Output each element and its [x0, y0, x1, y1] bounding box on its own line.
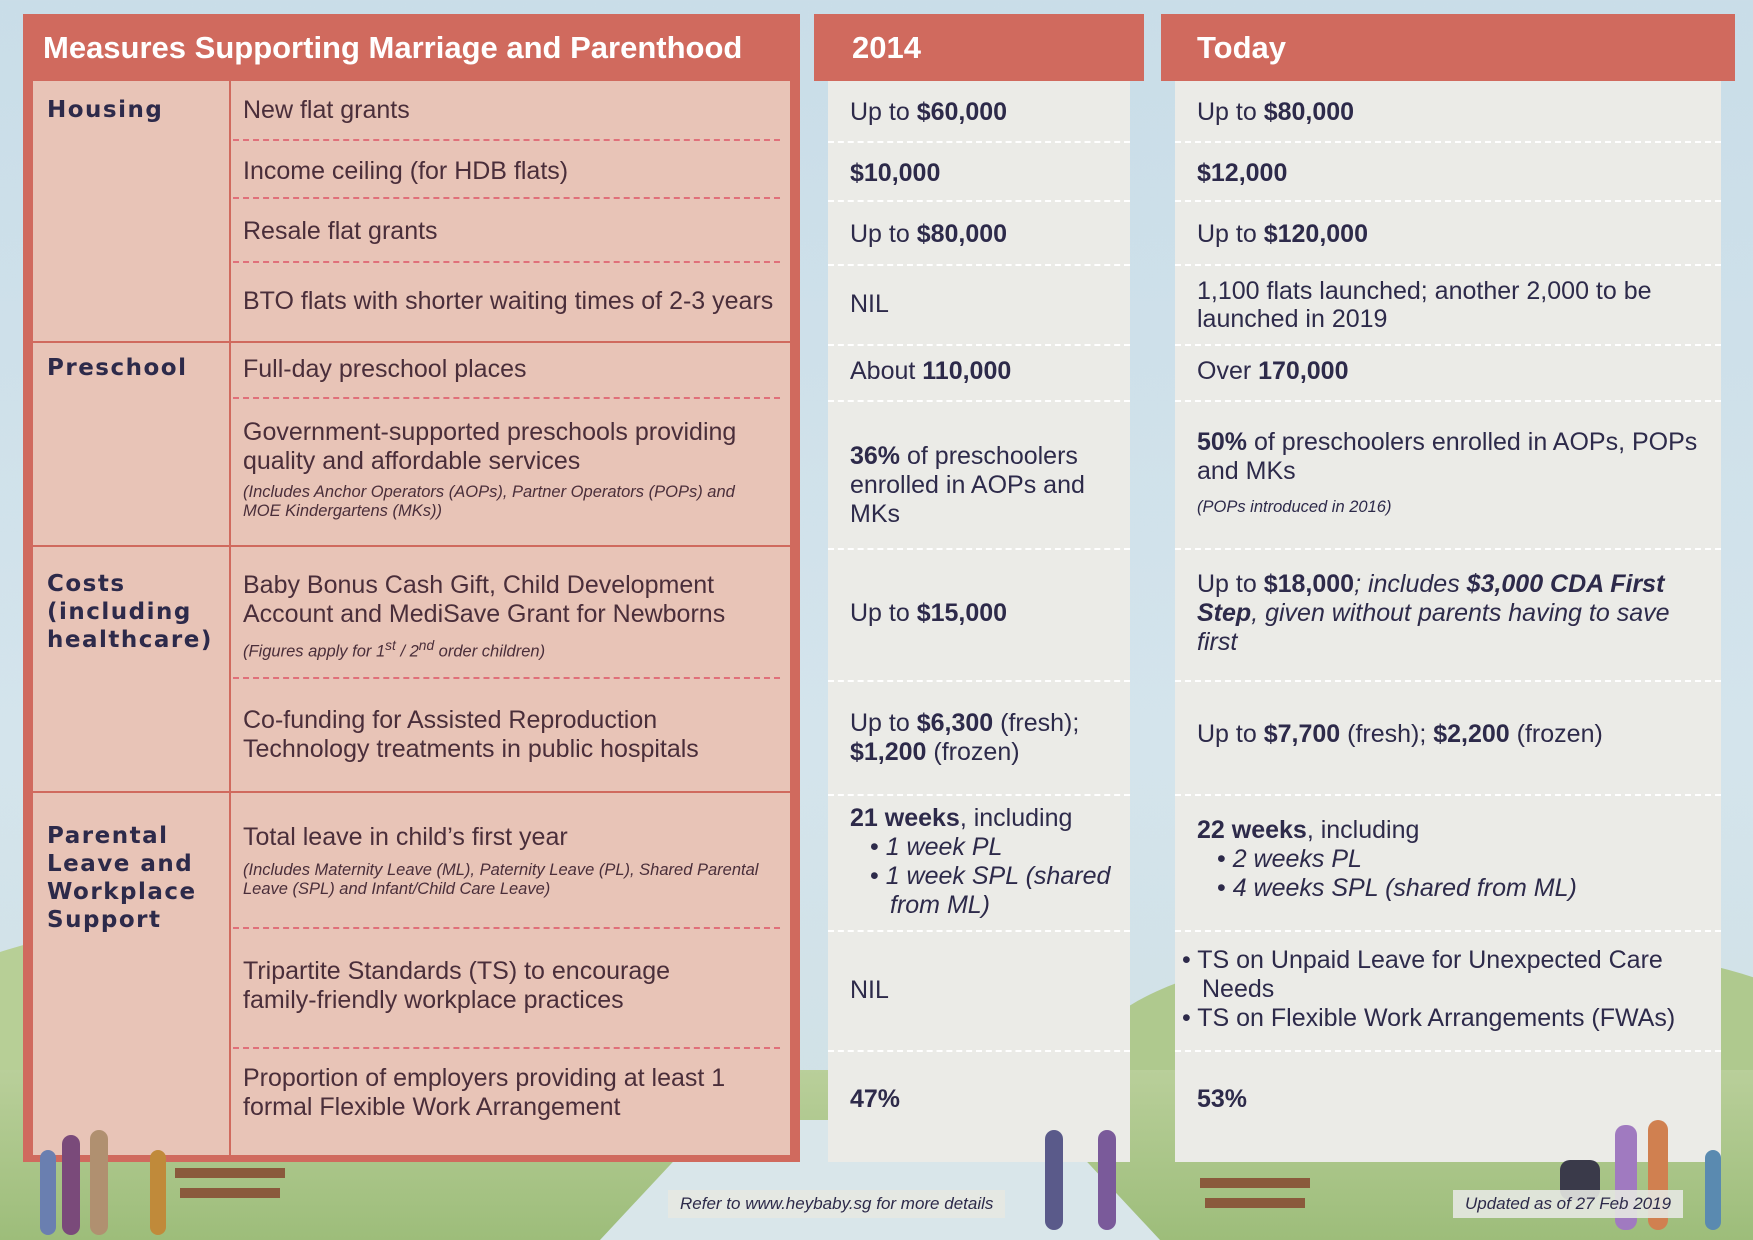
- value-today-preschool-places: [1197, 357, 1717, 386]
- value-text: About: [850, 357, 923, 385]
- value-2014-government-preschools: [850, 442, 1110, 529]
- row-divider: [828, 1050, 1130, 1052]
- value-bold: $3,000 CDA First Step: [1197, 570, 1665, 627]
- person-illustration: [1705, 1150, 1721, 1230]
- row-divider: [1175, 264, 1721, 266]
- value-bold: 170,000: [1258, 357, 1349, 385]
- list-item: • 4 weeks SPL (shared from ML): [1237, 874, 1717, 903]
- person-illustration: [1098, 1130, 1116, 1230]
- value-2014-income-ceiling: [850, 159, 1140, 188]
- value-bold: $1,200: [850, 738, 927, 766]
- value-text: ; includes: [1354, 570, 1467, 598]
- row-divider: [1175, 680, 1721, 682]
- value-text: Over: [1197, 357, 1259, 385]
- row-divider: [828, 680, 1130, 682]
- value-text: (frozen): [1509, 720, 1603, 748]
- value-bold: $80,000: [916, 220, 1008, 248]
- header-2014: 2014: [852, 30, 921, 65]
- row-divider: [828, 548, 1130, 550]
- value-today-art-cofunding: [1197, 720, 1717, 749]
- row-divider: [233, 927, 780, 929]
- value-text: , including: [959, 804, 1073, 832]
- value-bold: $80,000: [1263, 98, 1355, 126]
- list-item: • 1 week PL: [890, 833, 1140, 862]
- value-today-income-ceiling: [1197, 159, 1717, 188]
- value-bold: 47%: [850, 1085, 901, 1113]
- header-today: Today: [1197, 30, 1286, 65]
- bench-illustration: [180, 1188, 280, 1198]
- row-divider: [233, 1047, 780, 1049]
- value-bold: $10,000: [850, 159, 941, 187]
- measure-resale-flat-grants: Resale flat grants: [243, 217, 438, 245]
- value-text: Up to: [850, 709, 917, 737]
- row-divider: [1175, 141, 1721, 143]
- value-text: Up to: [1197, 720, 1264, 748]
- measure-note: (Includes Maternity Leave (ML), Paternity Leave (PL), Shared Parental Leave (SPL) and Infant/Child Care Leave): [243, 861, 759, 898]
- person-illustration: [150, 1150, 166, 1235]
- value-today-baby-bonus: [1197, 570, 1697, 657]
- section-divider: [33, 545, 790, 547]
- row-divider: [1175, 548, 1721, 550]
- value-2014-fwa-proportion: [850, 1085, 1140, 1114]
- row-divider: [1175, 794, 1721, 796]
- value-2014-resale-flat-grants: [850, 220, 1140, 249]
- measure-baby-bonus: [243, 571, 763, 662]
- person-illustration: [62, 1135, 80, 1235]
- section-divider: [33, 341, 790, 343]
- row-divider: [828, 264, 1130, 266]
- measure-total-leave: [243, 823, 763, 899]
- value-today-fwa-proportion: [1197, 1085, 1717, 1114]
- measure-note: (Includes Anchor Operators (AOPs), Partner Operators (POPs) and MOE Kindergartens (MKs)): [243, 483, 735, 520]
- value-bold: 21 weeks: [850, 804, 960, 832]
- value-text: (fresh);: [993, 709, 1080, 737]
- value-bold: $2,200: [1433, 720, 1510, 748]
- section-divider: [33, 791, 790, 793]
- value-text: of preschoolers enrolled in AOPs, POPs and MKs: [1197, 428, 1698, 485]
- value-2014-total-leave: [850, 804, 1140, 920]
- measure-bto-flats: BTO flats with shorter waiting times of 2-3 years: [243, 287, 774, 315]
- footer-refer-note: Refer to www.heybaby.sg for more details: [668, 1190, 1005, 1218]
- row-divider: [1175, 930, 1721, 932]
- value-today-resale-flat-grants: [1197, 220, 1717, 249]
- row-divider: [828, 200, 1130, 202]
- measure-government-preschools: [243, 418, 743, 521]
- bench-illustration: [1205, 1198, 1305, 1208]
- value-bold: $7,700: [1263, 720, 1341, 748]
- row-divider: [1175, 200, 1721, 202]
- list-item-text: TS on Flexible Work Arrangements (FWAs): [1197, 1004, 1676, 1032]
- note-text: / 2: [395, 642, 419, 661]
- row-divider: [233, 261, 780, 263]
- list-item: • 1 week SPL (shared from ML): [890, 862, 1140, 920]
- list-item-text: TS on Unpaid Leave for Unexpected Care Needs: [1197, 946, 1663, 1003]
- measure-new-flat-grants: New flat grants: [243, 96, 410, 124]
- value-text: (fresh);: [1340, 720, 1434, 748]
- category-parental-leave: Parental Leave and Workplace Support: [47, 823, 197, 933]
- value-bold: 110,000: [922, 357, 1012, 385]
- note-sup: st: [385, 638, 396, 653]
- measure-note: [243, 636, 763, 662]
- category-housing: Housing: [47, 97, 164, 123]
- row-divider: [233, 397, 780, 399]
- note-text: (Figures apply for 1: [243, 642, 386, 661]
- ts-list-today: [1182, 946, 1712, 1033]
- leave-list-2014: [850, 833, 1140, 920]
- value-2014-baby-bonus: [850, 599, 1140, 628]
- measure-preschool-places: Full-day preschool places: [243, 355, 527, 383]
- row-divider: [828, 141, 1130, 143]
- row-divider: [828, 794, 1130, 796]
- row-divider: [1175, 1050, 1721, 1052]
- value-today-total-leave: [1197, 816, 1717, 903]
- leave-list-today: [1197, 845, 1717, 903]
- bench-illustration: [175, 1168, 285, 1178]
- row-divider: [1175, 400, 1721, 402]
- value-2014-preschool-places: [850, 357, 1140, 386]
- value-bold: 36%: [850, 442, 901, 470]
- person-illustration: [1045, 1130, 1063, 1230]
- measure-tripartite-standards: Tripartite Standards (TS) to encourage family-friendly workplace practices: [243, 957, 671, 1014]
- category-costs: Costs (including healthcare): [47, 571, 213, 653]
- value-2014-tripartite-standards: NIL: [850, 976, 889, 1004]
- list-item: • TS on Flexible Work Arrangements (FWAs): [1182, 1004, 1676, 1032]
- row-divider: [233, 677, 780, 679]
- measure-text: Government-supported preschools providing quality and affordable services: [243, 418, 737, 475]
- person-illustration: [90, 1130, 108, 1235]
- row-divider: [1175, 344, 1721, 346]
- category-divider: [229, 81, 231, 1155]
- value-bold: $60,000: [916, 98, 1008, 126]
- value-bold: $18,000: [1263, 570, 1355, 598]
- value-2014-new-flat-grants: [850, 98, 1140, 127]
- row-divider: [233, 139, 780, 141]
- value-text: Up to: [1197, 570, 1264, 598]
- value-today-government-preschools: [1197, 428, 1717, 517]
- row-divider: [233, 197, 780, 199]
- measure-art-cofunding: Co-funding for Assisted Reproduction Technology treatments in public hospitals: [243, 706, 699, 763]
- measure-text: Baby Bonus Cash Gift, Child Development Account and MediSave Grant for Newborns: [243, 571, 726, 628]
- measure-income-ceiling: Income ceiling (for HDB flats): [243, 157, 569, 185]
- row-divider: [828, 344, 1130, 346]
- row-divider: [828, 930, 1130, 932]
- measure-fwa-proportion: Proportion of employers providing at least 1 formal Flexible Work Arrangement: [243, 1064, 726, 1121]
- value-text: of preschoolers enrolled in AOPs and MKs: [850, 442, 1085, 528]
- person-illustration: [40, 1150, 56, 1235]
- value-text: , given without parents having to save first: [1197, 599, 1670, 656]
- value-bold: $15,000: [916, 599, 1008, 627]
- value-bold: $6,300: [916, 709, 994, 737]
- value-today-bto-flats: 1,100 flats launched; another 2,000 to be launched in 2019: [1197, 277, 1652, 333]
- row-divider: [828, 400, 1130, 402]
- value-text: Up to: [850, 220, 917, 248]
- measures-header-title: Measures Supporting Marriage and Parenthood: [43, 30, 743, 65]
- value-bold: 50%: [1197, 428, 1248, 456]
- value-today-new-flat-grants: [1197, 98, 1717, 127]
- list-item: • TS on Unpaid Leave for Unexpected Care Needs: [1182, 946, 1663, 1003]
- value-bold: $120,000: [1263, 220, 1368, 248]
- bench-illustration: [1200, 1178, 1310, 1188]
- value-text: , including: [1306, 816, 1420, 844]
- value-bold: 22 weeks: [1197, 816, 1307, 844]
- value-text: Up to: [850, 98, 917, 126]
- value-text: (frozen): [926, 738, 1020, 766]
- value-today-tripartite-standards: [1182, 946, 1712, 1033]
- value-bold: 53%: [1197, 1085, 1248, 1113]
- note-sup: nd: [418, 638, 435, 653]
- value-2014-bto-flats: NIL: [850, 290, 889, 318]
- value-text: Up to: [1197, 98, 1264, 126]
- value-2014-art-cofunding: [850, 709, 1140, 767]
- value-note: (POPs introduced in 2016): [1197, 498, 1392, 516]
- category-preschool: Preschool: [47, 355, 188, 381]
- footer-updated-note: Updated as of 27 Feb 2019: [1453, 1190, 1683, 1218]
- value-bold: $12,000: [1197, 159, 1288, 187]
- value-text: Up to: [1197, 220, 1264, 248]
- measure-text: Total leave in child’s first year: [243, 823, 568, 851]
- note-text: order children): [434, 642, 546, 661]
- list-item: • 2 weeks PL: [1237, 845, 1717, 874]
- value-text: Up to: [850, 599, 917, 627]
